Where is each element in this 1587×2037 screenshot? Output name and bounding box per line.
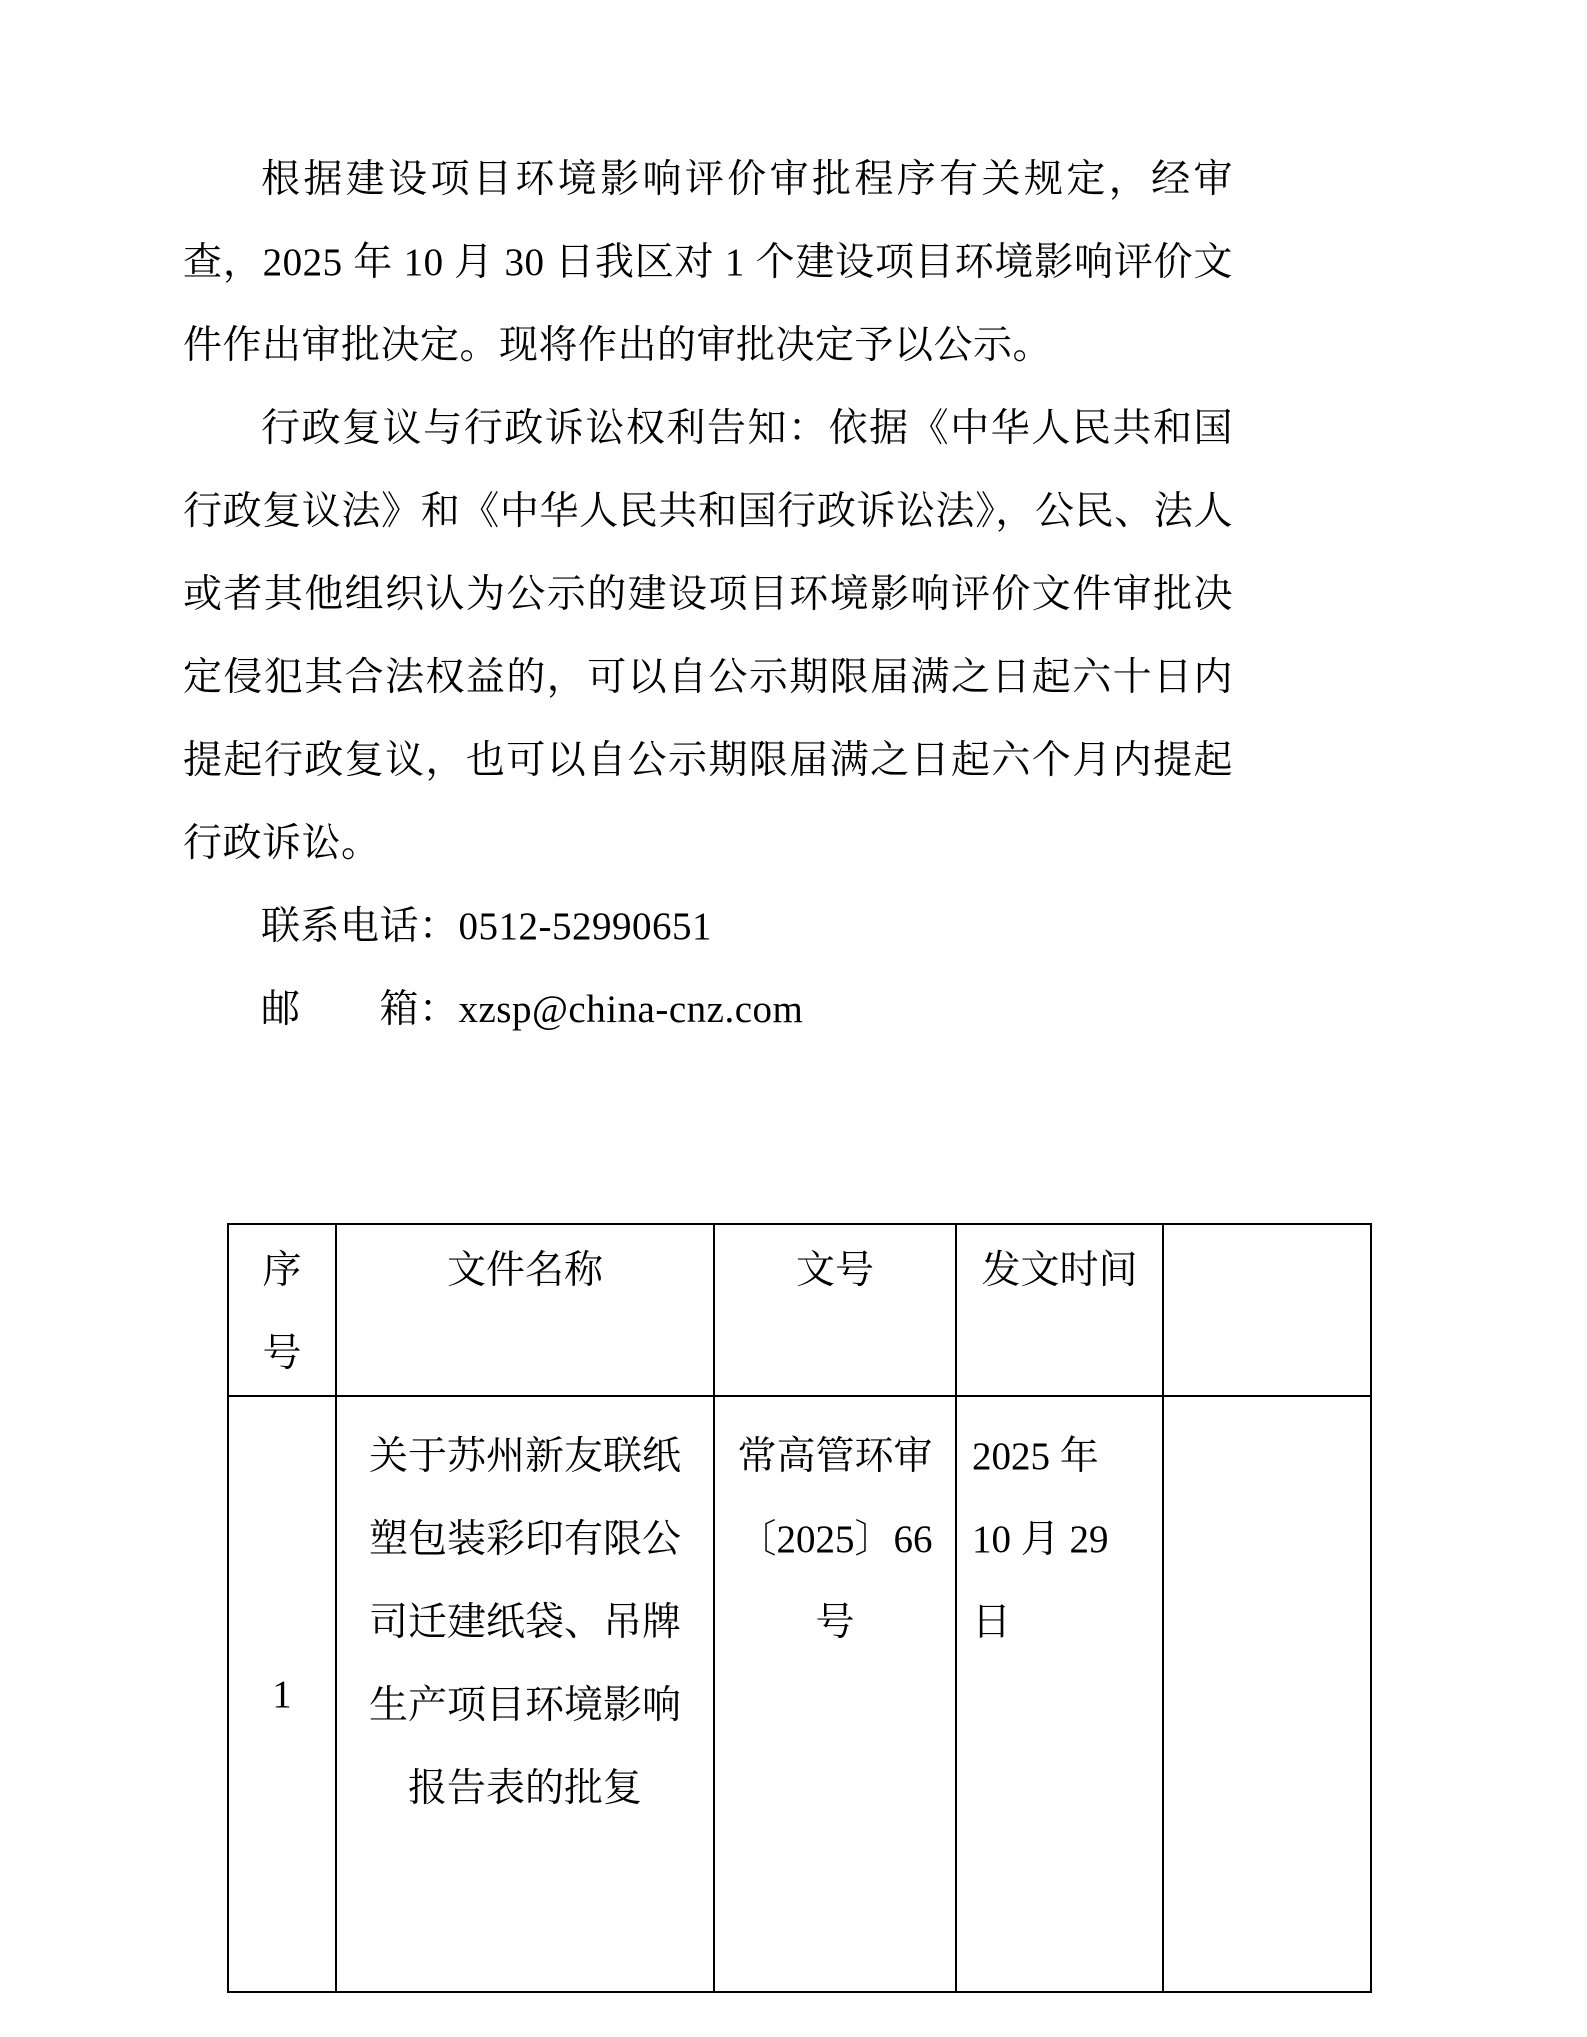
header-cell-doc-name: 文件名称 xyxy=(336,1224,714,1396)
document-body xyxy=(183,0,1233,1051)
header-cell-blank xyxy=(1163,1224,1371,1396)
cell-seq-number: 1 xyxy=(228,1396,336,1992)
header-cell-seq-number: 序号 xyxy=(228,1224,336,1396)
table-row xyxy=(228,1396,1371,1992)
cell-issue-date: 2025 年 10 月 29 日 xyxy=(956,1396,1163,1992)
contact-email-line: 邮 箱：xzsp@china-cnz.com xyxy=(261,988,804,1031)
paragraph-legal-notice: 行政复议与行政诉讼权利告知：依据《中华人民共和国行政复议法》和《中华人民共和国行政诉讼法》，公民、法人或者其他组织认为公示的建设项目环境影响评价文件审批决定侵犯其合法权益的，可以自公示期限届满之日起六十日内提起行政复议，也可以自公示期限届满之日起六个月内提起行政诉讼。 xyxy=(183,407,1233,865)
cell-doc-name: 关于苏州新友联纸塑包装彩印有限公司迁建纸袋、吊牌生产项目环境影响报告表的批复 xyxy=(336,1396,714,1992)
header-cell-doc-number: 文号 xyxy=(714,1224,956,1396)
table-header-row xyxy=(228,1224,1371,1396)
header-cell-issue-date: 发文时间 xyxy=(956,1224,1163,1396)
paragraph-approval-intro: 根据建设项目环境影响评价审批程序有关规定，经审查，2025 年 10 月 30 日我区对 1 个建设项目环境影响评价文件作出审批决定。现将作出的审批决定予以公示。 xyxy=(183,158,1233,367)
contact-phone-line: 联系电话：0512-52990651 xyxy=(261,905,712,948)
approval-documents-table xyxy=(227,1223,1372,1993)
cell-doc-number: 常高管环审〔2025〕66 号 xyxy=(714,1396,956,1992)
cell-blank xyxy=(1163,1396,1371,1992)
